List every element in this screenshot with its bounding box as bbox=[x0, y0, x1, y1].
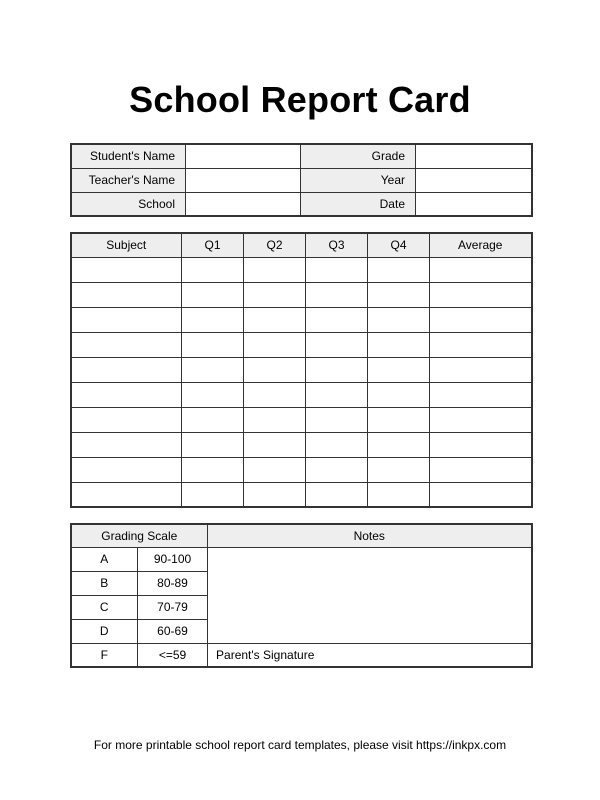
empty-cell bbox=[430, 432, 532, 457]
empty-cell bbox=[71, 307, 182, 332]
empty-cell bbox=[244, 307, 306, 332]
average-column-header: Average bbox=[430, 233, 532, 257]
empty-cell bbox=[368, 307, 430, 332]
info-row-teacher-year bbox=[71, 168, 532, 192]
empty-cell bbox=[244, 407, 306, 432]
empty-cell bbox=[368, 432, 430, 457]
grade-d-range: 60-69 bbox=[138, 619, 208, 643]
grade-f-letter: F bbox=[71, 643, 138, 667]
notes-field bbox=[208, 547, 532, 643]
grading-row-f bbox=[71, 643, 532, 667]
empty-cell bbox=[368, 332, 430, 357]
grade-c-letter: C bbox=[71, 595, 138, 619]
subject-row bbox=[71, 382, 532, 407]
empty-cell bbox=[71, 332, 182, 357]
empty-cell bbox=[182, 307, 244, 332]
info-row-student-grade bbox=[71, 144, 532, 168]
empty-cell bbox=[182, 357, 244, 382]
school-label: School bbox=[71, 192, 186, 216]
empty-cell bbox=[430, 457, 532, 482]
empty-cell bbox=[182, 482, 244, 507]
empty-cell bbox=[306, 432, 368, 457]
empty-cell bbox=[306, 307, 368, 332]
empty-cell bbox=[71, 357, 182, 382]
page-content bbox=[70, 143, 531, 752]
empty-cell bbox=[182, 332, 244, 357]
empty-cell bbox=[368, 457, 430, 482]
subject-row bbox=[71, 407, 532, 432]
empty-cell bbox=[71, 407, 182, 432]
empty-cell bbox=[368, 282, 430, 307]
subjects-body bbox=[71, 257, 532, 507]
empty-cell bbox=[71, 282, 182, 307]
empty-cell bbox=[244, 357, 306, 382]
empty-cell bbox=[430, 357, 532, 382]
grading-scale-table bbox=[70, 523, 533, 668]
empty-cell bbox=[182, 382, 244, 407]
student-info-table bbox=[70, 143, 533, 217]
grade-a-letter: A bbox=[71, 547, 138, 571]
empty-cell bbox=[306, 482, 368, 507]
date-label: Date bbox=[301, 192, 416, 216]
empty-cell bbox=[71, 457, 182, 482]
empty-cell bbox=[244, 257, 306, 282]
empty-cell bbox=[182, 282, 244, 307]
empty-cell bbox=[430, 282, 532, 307]
teacher-name-label: Teacher's Name bbox=[71, 168, 186, 192]
grade-label: Grade bbox=[301, 144, 416, 168]
subject-row bbox=[71, 257, 532, 282]
parents-signature-label: Parent's Signature bbox=[208, 643, 532, 667]
subject-row bbox=[71, 332, 532, 357]
grading-row-a bbox=[71, 547, 532, 571]
empty-cell bbox=[368, 357, 430, 382]
q2-column-header: Q2 bbox=[244, 233, 306, 257]
empty-cell bbox=[182, 457, 244, 482]
page-title: School Report Card bbox=[129, 79, 471, 120]
year-field bbox=[416, 168, 532, 192]
info-row-school-date bbox=[71, 192, 532, 216]
footer-note: For more printable school report card templates, please visit https://inkpx.com bbox=[93, 738, 507, 752]
empty-cell bbox=[306, 257, 368, 282]
teacher-name-field bbox=[186, 168, 301, 192]
empty-cell bbox=[430, 382, 532, 407]
empty-cell bbox=[368, 382, 430, 407]
empty-cell bbox=[368, 407, 430, 432]
empty-cell bbox=[430, 307, 532, 332]
empty-cell bbox=[244, 332, 306, 357]
empty-cell bbox=[306, 332, 368, 357]
empty-cell bbox=[430, 482, 532, 507]
student-name-label: Student's Name bbox=[71, 144, 186, 168]
subject-row bbox=[71, 457, 532, 482]
q1-column-header: Q1 bbox=[182, 233, 244, 257]
school-field bbox=[186, 192, 301, 216]
subjects-header-row bbox=[71, 233, 532, 257]
empty-cell bbox=[306, 357, 368, 382]
empty-cell bbox=[244, 282, 306, 307]
subject-row bbox=[71, 307, 532, 332]
date-field bbox=[416, 192, 532, 216]
student-name-field bbox=[186, 144, 301, 168]
empty-cell bbox=[306, 407, 368, 432]
grade-field bbox=[416, 144, 532, 168]
empty-cell bbox=[306, 282, 368, 307]
grading-scale-header: Grading Scale bbox=[71, 524, 208, 547]
subject-row bbox=[71, 482, 532, 507]
empty-cell bbox=[244, 457, 306, 482]
grade-b-letter: B bbox=[71, 571, 138, 595]
empty-cell bbox=[182, 432, 244, 457]
empty-cell bbox=[306, 457, 368, 482]
empty-cell bbox=[368, 482, 430, 507]
q3-column-header: Q3 bbox=[306, 233, 368, 257]
subjects-table bbox=[70, 232, 533, 508]
empty-cell bbox=[244, 432, 306, 457]
subject-row bbox=[71, 282, 532, 307]
subject-row bbox=[71, 432, 532, 457]
empty-cell bbox=[430, 332, 532, 357]
grade-b-range: 80-89 bbox=[138, 571, 208, 595]
grading-header-row bbox=[71, 524, 532, 547]
empty-cell bbox=[244, 482, 306, 507]
grade-a-range: 90-100 bbox=[138, 547, 208, 571]
empty-cell bbox=[182, 257, 244, 282]
year-label: Year bbox=[301, 168, 416, 192]
grade-d-letter: D bbox=[71, 619, 138, 643]
subject-column-header: Subject bbox=[71, 233, 182, 257]
empty-cell bbox=[244, 382, 306, 407]
grade-f-range: <=59 bbox=[138, 643, 208, 667]
grade-c-range: 70-79 bbox=[138, 595, 208, 619]
empty-cell bbox=[306, 382, 368, 407]
notes-header: Notes bbox=[208, 524, 532, 547]
subject-row bbox=[71, 357, 532, 382]
empty-cell bbox=[71, 482, 182, 507]
empty-cell bbox=[71, 257, 182, 282]
q4-column-header: Q4 bbox=[368, 233, 430, 257]
empty-cell bbox=[430, 257, 532, 282]
empty-cell bbox=[71, 382, 182, 407]
empty-cell bbox=[71, 432, 182, 457]
empty-cell bbox=[182, 407, 244, 432]
empty-cell bbox=[368, 257, 430, 282]
empty-cell bbox=[430, 407, 532, 432]
